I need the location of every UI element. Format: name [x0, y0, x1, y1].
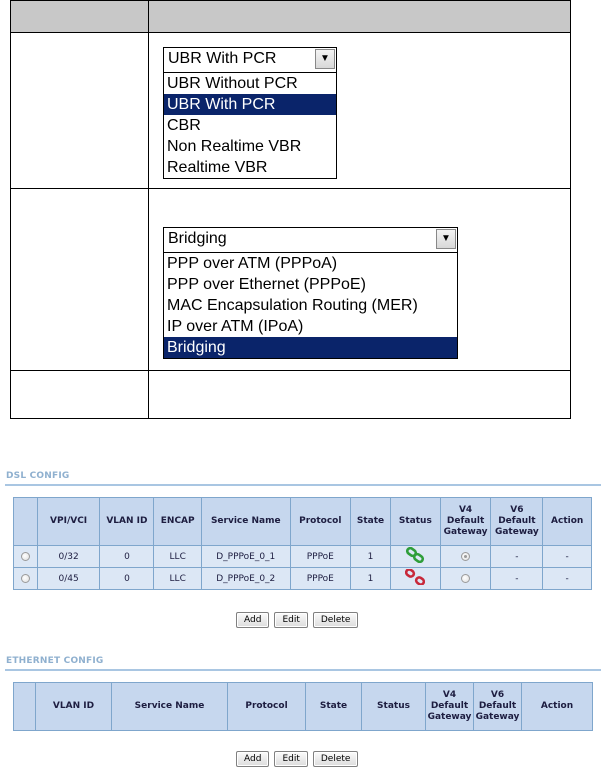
qos-option[interactable]: Non Realtime VBR — [167, 138, 302, 155]
dsl-config-divider — [5, 484, 601, 486]
dsl-button-row — [236, 612, 358, 628]
parameter-table — [10, 0, 571, 419]
ethernet-delete-button[interactable]: Delete — [313, 751, 359, 767]
cell-protocol: PPPoE — [290, 568, 351, 590]
ethernet-add-button[interactable]: Add — [236, 751, 269, 767]
cell-vpi-vci: 0/32 — [37, 546, 100, 568]
chevron-down-icon[interactable]: ▼ — [315, 49, 335, 69]
table-row — [14, 546, 592, 568]
qos-select[interactable] — [163, 47, 337, 179]
encap-options-list — [163, 252, 458, 359]
qos-option[interactable]: CBR — [167, 117, 201, 134]
ethernet-config-divider — [5, 669, 601, 671]
cell-service-name: D_PPPoE_0_2 — [201, 568, 290, 590]
ethernet-config-title: ETHERNET CONFIG — [6, 656, 104, 666]
header-v4-gateway: V4 Default Gateway — [426, 683, 474, 731]
header-service-name: Service Name — [201, 498, 290, 546]
header-service-name: Service Name — [112, 683, 228, 731]
header-protocol: Protocol — [290, 498, 351, 546]
header-select — [14, 683, 36, 731]
v4-gateway-radio[interactable] — [461, 552, 470, 561]
ethernet-header-row — [14, 683, 593, 731]
qos-option[interactable]: UBR Without PCR — [167, 75, 298, 92]
cell-v6-gateway: - — [491, 546, 543, 568]
cell-vpi-vci: 0/45 — [37, 568, 100, 590]
cell-status — [391, 568, 441, 590]
parameter-desc-cell — [149, 33, 571, 189]
header-status: Status — [362, 683, 426, 731]
encap-select[interactable] — [163, 227, 458, 359]
row-select-radio-cell[interactable] — [14, 546, 38, 568]
encap-select-field[interactable] — [164, 228, 457, 252]
parameter-desc-cell — [149, 371, 571, 419]
header-v6-gateway: V6 Default Gateway — [474, 683, 522, 731]
cell-action: - — [543, 568, 592, 590]
parameter-row-encap — [11, 189, 571, 371]
header-vlan-id: VLAN ID — [100, 498, 154, 546]
cell-status — [391, 546, 441, 568]
ethernet-config-table — [13, 682, 593, 731]
parameter-name-cell — [11, 33, 149, 189]
parameter-row-blank — [11, 371, 571, 419]
ethernet-edit-button[interactable]: Edit — [274, 751, 307, 767]
cell-service-name: D_PPPoE_0_1 — [201, 546, 290, 568]
cell-encap: LLC — [154, 546, 202, 568]
dsl-config-table — [13, 497, 592, 590]
cell-action: - — [543, 546, 592, 568]
header-vlan-id: VLAN ID — [36, 683, 112, 731]
dsl-config-title: DSL CONFIG — [6, 471, 70, 481]
encap-option[interactable]: IP over ATM (IPoA) — [167, 318, 304, 335]
row-select-radio-cell[interactable] — [14, 568, 38, 590]
parameter-table-header — [11, 1, 571, 33]
cell-vlan-id: 0 — [100, 568, 154, 590]
cell-vlan-id: 0 — [100, 546, 154, 568]
table-row — [14, 568, 592, 590]
dsl-edit-button[interactable]: Edit — [274, 612, 307, 628]
cell-v6-gateway: - — [491, 568, 543, 590]
header-select — [14, 498, 38, 546]
encap-option[interactable]: PPP over ATM (PPPoA) — [167, 255, 338, 272]
parameter-desc-cell — [149, 189, 571, 371]
row-select-radio[interactable] — [21, 552, 30, 561]
header-cell-parameter — [11, 1, 149, 33]
dsl-delete-button[interactable]: Delete — [313, 612, 359, 628]
qos-option-selected[interactable]: UBR With PCR — [164, 94, 336, 115]
link-connected-icon — [405, 547, 425, 563]
cell-encap: LLC — [154, 568, 202, 590]
ethernet-button-row — [236, 751, 358, 767]
parameter-name-cell — [11, 189, 149, 371]
header-v4-gateway: V4 Default Gateway — [440, 498, 491, 546]
cell-v4-gateway[interactable] — [440, 546, 491, 568]
chevron-down-icon[interactable]: ▼ — [436, 229, 456, 249]
header-protocol: Protocol — [228, 683, 306, 731]
header-state: State — [351, 498, 391, 546]
header-action: Action — [522, 683, 593, 731]
qos-options-list — [163, 72, 337, 179]
parameter-name-cell — [11, 371, 149, 419]
header-vpi-vci: VPI/VCI — [37, 498, 100, 546]
cell-v4-gateway[interactable] — [440, 568, 491, 590]
encap-option[interactable]: PPP over Ethernet (PPPoE) — [167, 276, 366, 293]
link-broken-icon — [405, 569, 425, 585]
header-cell-description — [149, 1, 571, 33]
header-v6-gateway: V6 Default Gateway — [491, 498, 543, 546]
cell-state: 1 — [351, 546, 391, 568]
encap-option[interactable]: MAC Encapsulation Routing (MER) — [167, 297, 418, 314]
encap-selected-value: Bridging — [168, 230, 227, 247]
dsl-add-button[interactable]: Add — [236, 612, 269, 628]
encap-option-selected[interactable]: Bridging — [164, 337, 457, 358]
parameter-row-qos — [11, 33, 571, 189]
cell-state: 1 — [351, 568, 391, 590]
qos-select-field[interactable] — [164, 48, 336, 72]
header-encap: ENCAP — [154, 498, 202, 546]
header-status: Status — [391, 498, 441, 546]
header-state: State — [306, 683, 362, 731]
qos-selected-value: UBR With PCR — [168, 50, 277, 67]
cell-protocol: PPPoE — [290, 546, 351, 568]
qos-option[interactable]: Realtime VBR — [167, 159, 268, 176]
v4-gateway-radio[interactable] — [461, 574, 470, 583]
row-select-radio[interactable] — [21, 574, 30, 583]
header-action: Action — [543, 498, 592, 546]
dsl-header-row — [14, 498, 592, 546]
